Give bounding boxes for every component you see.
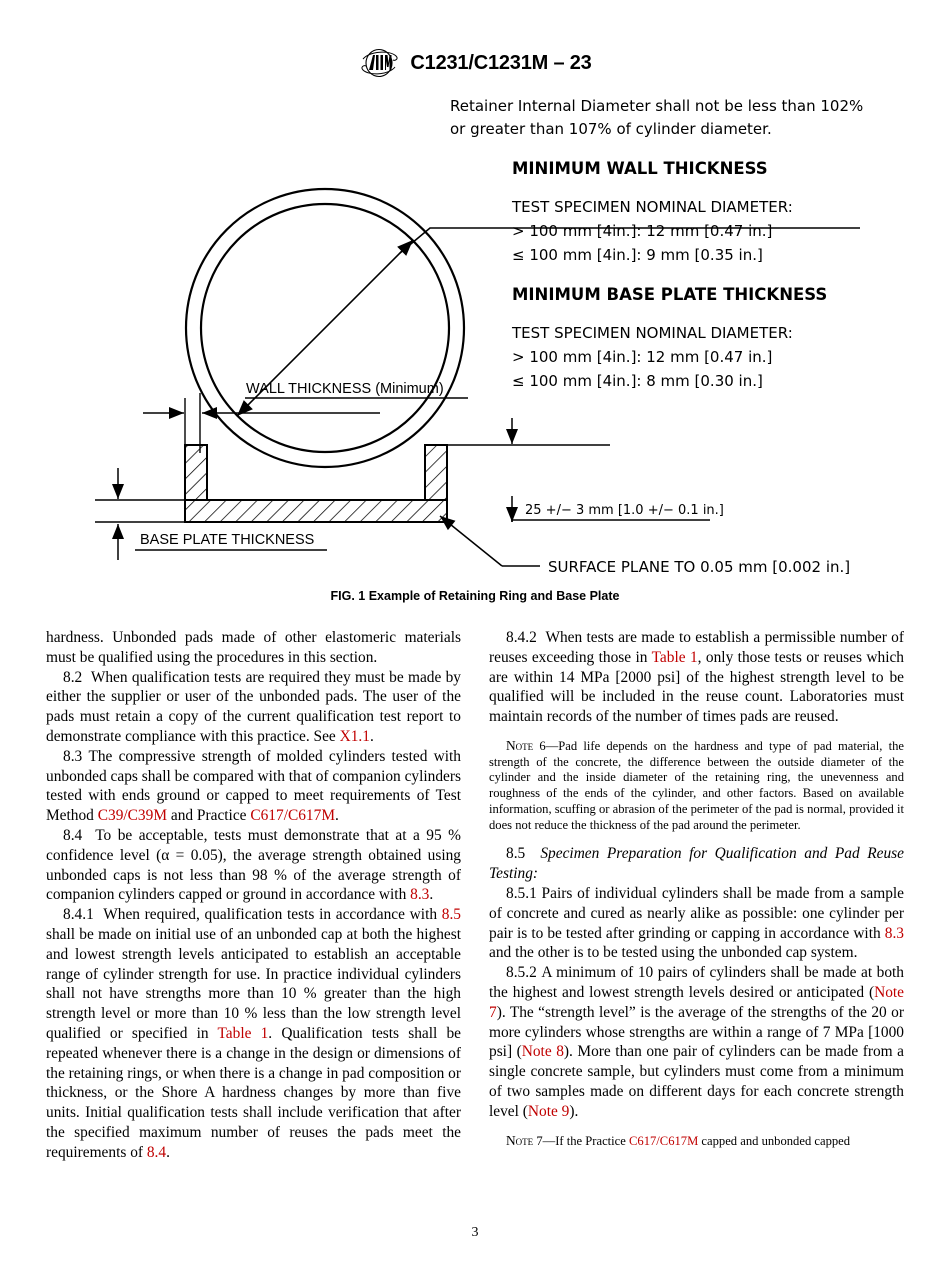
- paragraph-8-4-text-1: To be acceptable, tests must demonstrate that at a 95 % confidence level (α = 0.05), the average strength obtained using unbonded caps is not less than 98 % of the average strength of companion cylinders capped or ground in accordance with: [46, 826, 461, 904]
- paragraph-8-3: [46, 747, 461, 826]
- figure-1-drawing: [0, 88, 950, 588]
- paragraph-8-4-1-text-1: When required, qualification tests in accordance with: [103, 906, 442, 924]
- paragraph-8-4-1: [46, 905, 461, 1162]
- paragraph-8-4-text-2: .: [429, 886, 434, 904]
- link-c617-c617m-note7[interactable]: C617/C617M: [629, 1133, 699, 1148]
- body-columns: [46, 628, 904, 1163]
- paragraph-8-4-1-text-2: shall be made on initial use of an unbonded cap at both the highest and lowest strength levels anticipated to establish an acceptable range of cylinder strength for use. In practice individual cylinders shall not have strengths more than 10 % greater than the high strength level or more than 10 % less than the low strength level qualified or specified in: [46, 925, 461, 1042]
- standard-designation: C1231/C1231M – 23: [410, 51, 592, 74]
- base-plate-section: [185, 500, 447, 522]
- wall-thickness-label: WALL THICKNESS (Minimum): [246, 381, 444, 397]
- note-7-text-1: If the Practice: [555, 1133, 629, 1148]
- wall-spec-line-1: > 100 mm [4in.]: 12 mm [0.47 in.]: [512, 222, 773, 240]
- paragraph-8-2: [46, 668, 461, 747]
- section-number-8-2: 8.2: [63, 668, 83, 686]
- section-number-8-5-2: 8.5.2: [506, 964, 537, 982]
- paragraph-8-4-2: [489, 628, 904, 727]
- paragraph-8-5-1: [489, 884, 904, 963]
- paragraph-8-5-2-text-1: A minimum of 10 pairs of cylinders shall be made at both the highest and lowest strength levels desired or anticipated (: [489, 964, 904, 1001]
- right-wall-section: [425, 445, 447, 500]
- cross-section-view: [95, 381, 850, 576]
- note-7-lead: Note: [506, 1132, 534, 1148]
- paragraph-8-5-heading-text: Specimen Preparation for Qualification and Pad Reuse Testing:: [489, 845, 904, 883]
- paragraph-8-4-2-text-1: When tests are made to establish a permissible number of reuses exceeding those in: [489, 629, 905, 666]
- link-table-1-left[interactable]: Table 1: [217, 1024, 269, 1042]
- link-table-1-right[interactable]: Table 1: [651, 648, 698, 666]
- paragraph-8-5: [489, 844, 904, 884]
- section-number-8-4: 8.4: [63, 826, 83, 844]
- paragraph-8-5-1-text-2: and the other is to be tested using the unbonded cap system.: [489, 944, 858, 962]
- wall-spec-label: TEST SPECIMEN NOMINAL DIAMETER:: [512, 198, 793, 216]
- right-column: [489, 628, 904, 1163]
- section-number-8-5-1: 8.5.1: [506, 885, 537, 902]
- paragraph-8-3-text-3: .: [335, 807, 339, 825]
- minimum-base-plate-thickness-heading: MINIMUM BASE PLATE THICKNESS: [512, 285, 828, 304]
- section-number-8-4-2: 8.4.2: [506, 629, 537, 646]
- link-8-5[interactable]: 8.5: [441, 906, 461, 924]
- paragraph-8-3-text-2: and Practice: [167, 807, 251, 825]
- height-dimension-label: 25 +/− 3 mm [1.0 +/− 0.1 in.]: [525, 503, 724, 518]
- wall-spec-line-2: ≤ 100 mm [4in.]: 9 mm [0.35 in.]: [512, 246, 763, 264]
- paragraph-8-5-2: [489, 963, 904, 1121]
- base-plate-thickness-label: BASE PLATE THICKNESS: [140, 532, 315, 548]
- link-note-7[interactable]: Note 7: [489, 983, 904, 1021]
- link-8-3-right[interactable]: 8.3: [884, 924, 904, 942]
- retainer-note-line-2: or greater than 107% of cylinder diameter.: [450, 120, 772, 138]
- surface-plane-leader-arrow: [440, 516, 502, 566]
- paragraph-8-2-text-2: .: [369, 727, 374, 745]
- note-6: [489, 738, 904, 833]
- paragraph-8-5-1-text-1: Pairs of individual cylinders shall be made from a sample of concrete and cured as nearly alike as possible: one cylinder per pair is to be tested after grinding or capping in accordance with: [489, 885, 904, 942]
- section-number-8-5: 8.5: [506, 845, 526, 863]
- note-6-text: Pad life depends on the hardness and type of pad material, the strength of the concrete, the difference between the outside diameter of the cylinder and the inside diameter of the retaining ring, the unevenness and roughness of the ends of the cylinder, and other factors. Based on available information, scuffing or abrasion of the perimeter of the pad is normal, provided it does not reduce the thickness of the pad around the perimeter.: [489, 738, 904, 832]
- link-8-4[interactable]: 8.4: [146, 1143, 167, 1161]
- paragraph-hardness-text: hardness. Unbonded pads made of other elastomeric materials must be qualified using the procedures in this section.: [46, 629, 461, 666]
- note-7-number: 7—: [533, 1133, 556, 1148]
- base-spec-label: TEST SPECIMEN NOMINAL DIAMETER:: [512, 324, 793, 342]
- left-wall-section: [185, 445, 207, 500]
- link-note-9[interactable]: Note 9: [527, 1102, 570, 1120]
- paragraph-8-4-1-text-4: .: [166, 1143, 170, 1161]
- astm-logo: [358, 48, 400, 78]
- note-7: [489, 1133, 904, 1150]
- paragraph-8-5-2-text-3: ). More than one pair of cylinders can be made from a single concrete sample, but cylinders must come from a minimum of two samples made on different days for each concrete strength level (: [489, 1043, 904, 1120]
- note-6-lead: Note: [506, 737, 534, 753]
- page-header: [0, 48, 950, 78]
- note-7-text-2: capped and unbonded capped: [698, 1133, 851, 1148]
- paragraph-8-2-text-1: When qualification tests are required they must be made by either the supplier or user of the unbonded pads. The user of the pads must retain a copy of the current qualification test report to demonstrate compliance with this practice. See: [46, 668, 461, 745]
- section-number-8-4-1: 8.4.1: [63, 906, 94, 924]
- left-column: [46, 628, 461, 1163]
- paragraph-8-5-2-text-4: ).: [569, 1102, 579, 1120]
- retainer-note-line-1: Retainer Internal Diameter shall not be less than 102%: [450, 97, 864, 115]
- page-number: 3: [471, 1225, 479, 1240]
- paragraph-8-5-2-text-2: ). The “strength level” is the average of the strengths of the 20 or more cylinders whose strengths are within a range of 7 MPa [1000 psi] (: [489, 1003, 904, 1061]
- note-6-number: 6—: [533, 738, 559, 753]
- paragraph-8-4: [46, 826, 461, 905]
- surface-plane-label: SURFACE PLANE TO 0.05 mm [0.002 in.]: [548, 558, 851, 576]
- retaining-ring-plan-view: [186, 189, 464, 467]
- base-spec-line-1: > 100 mm [4in.]: 12 mm [0.47 in.]: [512, 348, 773, 366]
- minimum-wall-thickness-heading: MINIMUM WALL THICKNESS: [512, 159, 768, 178]
- paragraph-8-3-text-1: The compressive strength of molded cylinders tested with unbonded caps shall be compared with that of companion cylinders tested with ends ground or capped to meet requirements of Test Method: [46, 747, 462, 825]
- section-number-8-3: 8.3: [63, 747, 83, 765]
- paragraph-8-4-1-text-3: . Qualification tests shall be repeated whenever there is a change in the design or dimensions of the retaining rings, or when there is a change in pad composition or thickness, or the Shore A hardness changes by more than five units. Initial qualification tests shall include verification that after the specified maximum number of reuses the pads meet the requirements of: [46, 1024, 462, 1161]
- paragraph-hardness: [46, 628, 461, 668]
- link-x1-1[interactable]: X1.1: [339, 727, 370, 745]
- link-8-3[interactable]: 8.3: [410, 886, 430, 904]
- paragraph-8-4-2-text-2: , only those tests or reuses which are within 14 MPa [2000 psi] of the highest strength level to be qualified will be included in the reuse count. Laboratories must maintain records of the number of times pads are reused.: [489, 648, 904, 726]
- link-c39-c39m[interactable]: C39/C39M: [97, 807, 168, 825]
- link-note-8[interactable]: Note 8: [521, 1043, 564, 1061]
- figure-caption: FIG. 1 Example of Retaining Ring and Base Plate: [330, 589, 620, 603]
- link-c617-c617m[interactable]: C617/C617M: [250, 807, 336, 825]
- base-spec-line-2: ≤ 100 mm [4in.]: 8 mm [0.30 in.]: [512, 372, 763, 390]
